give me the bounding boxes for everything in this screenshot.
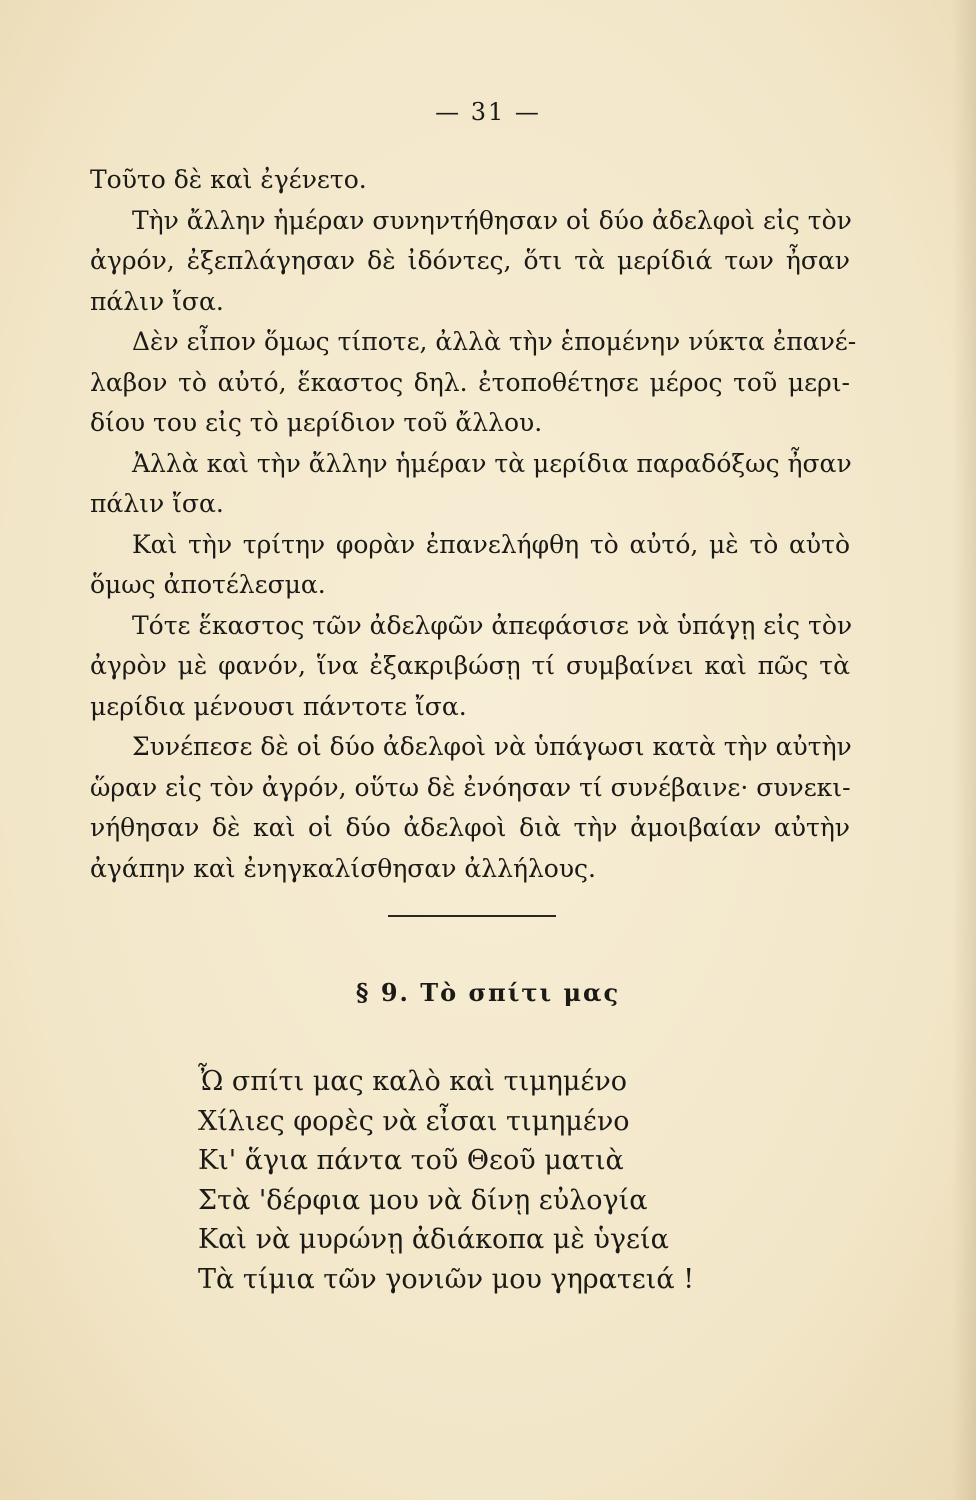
paragraph-line: πάλιν ἴσα.	[90, 286, 224, 316]
poem-verse: Κι' ἅγια πάντα τοῦ Θεοῦ ματιὰ	[198, 1145, 624, 1176]
paragraph-line: ὅμως ἀποτέλεσμα.	[90, 570, 326, 599]
paragraph-line: Καὶ τὴν τρίτην φορὰν ἐπανελήφθη τὸ αὐτό, μὲ τὸ αὐτὸ	[132, 529, 850, 559]
poem-verse: Καὶ νὰ μυρώνῃ ἀδιάκοπα μὲ ὑγεία	[198, 1224, 669, 1255]
paragraph-line: ἀγάπην καὶ ἐνηγκαλίσθησαν ἀλλήλους.	[90, 853, 596, 883]
paragraph-line: ἀγρὸν μὲ φανόν, ἵνα ἐξακριβώσῃ τί συμβαίνει καὶ πῶς τὰ	[90, 651, 850, 680]
paragraph-line: πάλιν ἴσα.	[90, 489, 224, 518]
paragraph-line: λαβον τὸ αὐτό, ἕκαστος δηλ. ἐτοποθέτησε μέρος τοῦ μερι-	[90, 367, 850, 397]
paragraph-line: Δὲν εἶπον ὅμως τίποτε, ἀλλὰ τὴν ἑπομένην νύκτα ἐπανέ-	[132, 327, 857, 356]
poem-verse: Χίλιες φορὲς νὰ εἶσαι τιμημένο	[198, 1105, 630, 1137]
paragraph-line: ἀγρόν, ἐξεπλάγησαν δὲ ἰδόντες, ὅτι τὰ μερίδιά των ἦσαν	[90, 246, 850, 275]
paragraph-line: ὥραν εἰς τὸν ἀγρόν, οὕτω δὲ ἐνόησαν τί συνέβαινε· συνεκι-	[90, 772, 851, 802]
poem-verse: Στὰ 'δέρφια μου νὰ δίνῃ εὐλογία	[198, 1184, 648, 1216]
paragraph-line: Ἀλλὰ καὶ τὴν ἄλλην ἡμέραν τὰ μερίδια παραδόξως ἦσαν	[132, 448, 852, 478]
paragraph-line: Τὴν ἄλλην ἡμέραν συνηντήθησαν οἱ δύο ἀδελφοὶ εἰς τὸν	[132, 205, 852, 235]
page-edge-shadow	[952, 0, 976, 1500]
paragraph-line: μερίδια μένουσι πάντοτε ἴσα.	[90, 691, 467, 721]
poem	[198, 1062, 758, 1299]
section-heading: § 9. Τὸ σπίτι μας	[355, 978, 621, 1007]
page-number: — 31 —	[435, 98, 541, 126]
paragraph-line: δίου του εἰς τὸ μερίδιον τοῦ ἄλλου.	[90, 408, 543, 437]
prose-body	[90, 160, 857, 889]
paragraph-line: Συνέπεσε δὲ οἱ δύο ἀδελφοὶ νὰ ὑπάγωσι κατὰ τὴν αὐτὴν	[132, 732, 852, 761]
poem-verse: Τὰ τίμια τῶν γονιῶν μου γηρατειά !	[198, 1263, 695, 1295]
paragraph-line: Τότε ἕκαστος τῶν ἀδελφῶν ἀπεφάσισε νὰ ὑπάγῃ εἰς τὸν	[132, 610, 853, 640]
paragraph-line: Τοῦτο δὲ καὶ ἐγένετο.	[90, 165, 367, 194]
paragraph-line: νήθησαν δὲ καὶ οἱ δύο ἀδελφοὶ διὰ τὴν ἀμοιβαίαν αὐτὴν	[90, 813, 850, 842]
poem-verse: Ὦ σπίτι μας καλὸ καὶ τιμημένο	[198, 1066, 628, 1097]
section-divider	[388, 915, 556, 917]
